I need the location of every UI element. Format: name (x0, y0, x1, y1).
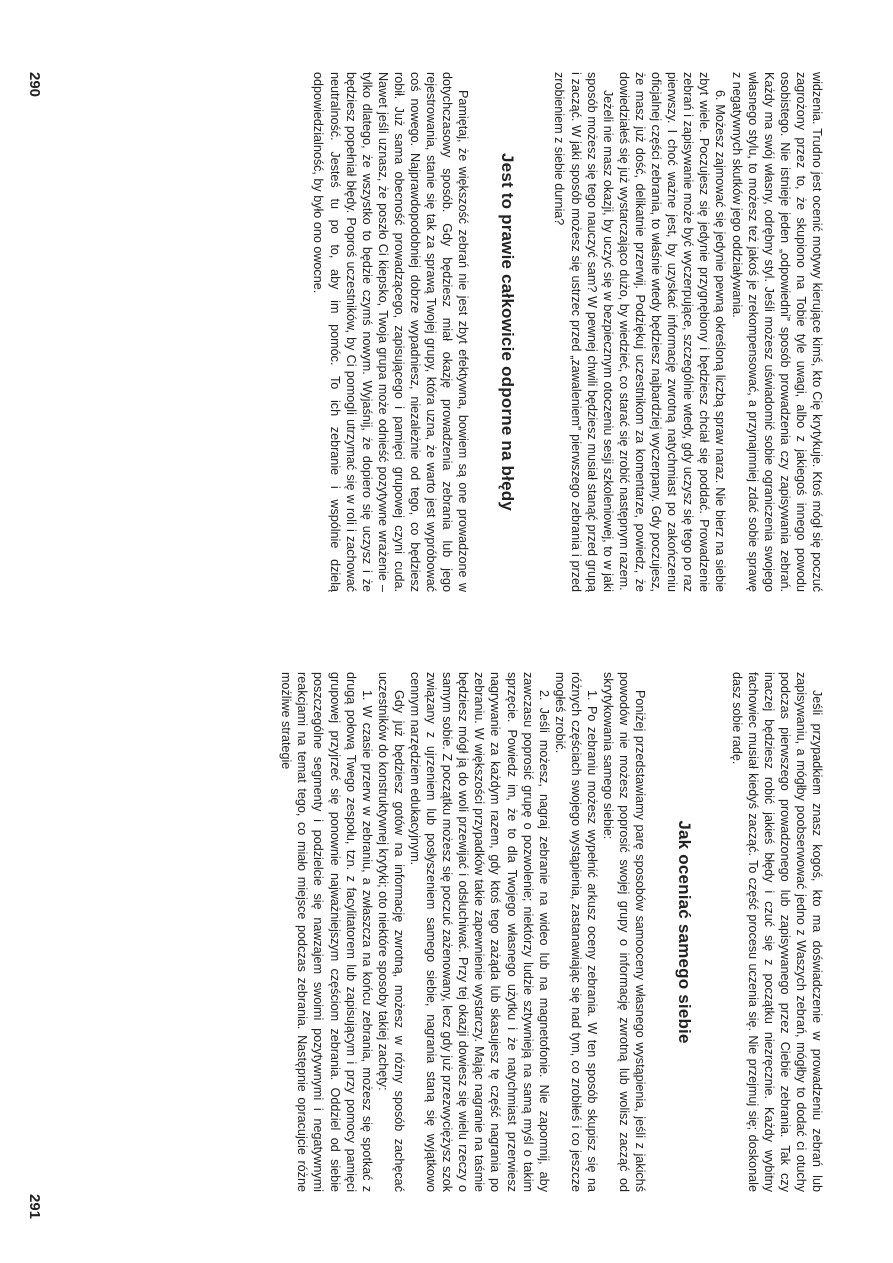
paragraph: Pamiętaj, że większość zebrań nie jest zbyt efektywna, bowiem są one prowadzone w dotychczasowy sposób. Gdy będziesz miał okazję prowadzenia zebrania lub jego rejestrowania, stanie się tak za sprawą Twojej grupy, która uzna, że warto jest wypróbować coś nowego. Najprawdopodobniej dobrze wypadniesz, niezależnie od tego, co będziesz robił. Już sama obecność prowadzącego, zapisującego i pamięci grupowej czyni cuda. Nawet jeśli uznasz, że poszło Ci kiepsko, Twoja grupa może odnieść pozytywne wrażenie – tylko dlatego, że wszystko to będzie czymś nowym. Wyjaśnij, że dopiero się uczysz i że będziesz popełniał błędy. Poproś uczestników, by Ci pomogli utrzymać się w roli i zachować neutralność. Jesteś tu po to, aby im pomóc. To ich zebranie i wspólnie dzielą odpowiedzialność, by było ono owocne. (311, 72, 471, 592)
page-number: 291 (26, 1194, 43, 1220)
paragraph: Poniżej przedstawiamy parę sposobów samooceny własnego wystąpienia, jeśli z jakichś powodów nie możesz poprosić swojej grupy o informację zwrotną lub wolisz zacząć od skrytykowania samego siebie: (601, 672, 648, 1192)
paragraph: 1. W czasie przerw w zebraniu, a zwłaszcza na końcu zebrania, możesz się spotkać z drugą połową Twego zespołu, tzn. z facylitatorem lub zapisującym i przy pomocy pamięci grupowej przyjrzeć się ponownie najważniejszym częściom zebrania. Oddziel od siebie poszczególne segmenty i podzielcie się nawzajem swoimi pozytywnymi i negatywnymi reakcjami na temat tego, co miało miejsce podczas zebrania. Następnie opracujcie różne możliwe strategie (279, 672, 374, 1192)
paragraph: 2. Jeśli możesz, nagraj zebranie na wideo lub na magnetofonie. Nie zapomnij, aby zawczasu poprosić grupę o pozwolenie; niektórzy ludzie sztywnieją na samą myśl o takim sprzęcie. Powiedz im, że to dla Twojego własnego użytku i że natychmiast przerwiesz nagrywanie za każdym razem, gdy ktoś tego zażąda lub skasujesz tę część nagrania po zebraniu. W większości przypadków takie zapewnienie wystarczy. Mając nagranie na taśmie będziesz mógł ją do woli przewijać i odsłuchiwać. Przy tej okazji dowiesz się wielu rzeczy o samym sobie. Z początku możesz się poczuć zażenowany, lecz gdy już przezwyciężysz szok związany z ujrzeniem lub posłyszeniem samego siebie, nagrania staną się wyjątkowo cennym narzędziem edukacyjnym. (408, 672, 551, 1192)
section-heading: Jest to prawie całkowicie odporne na błędy (498, 153, 518, 511)
section-heading: Jak oceniać samego siebie (675, 820, 695, 1044)
right-page (0, 632, 893, 1263)
left-page-text (310, 72, 825, 592)
right-page-text (278, 672, 825, 1192)
paragraph: Gdy już będziesz gotów na informację zwrotną, możesz w różny sposób zachęcać uczestników do konstruktywnej krytyki; oto niektóre sposoby takiej zachęty: (375, 672, 406, 1192)
paragraph: Jeśli przypadkiem znasz kogoś, kto ma doświadczenie w prowadzeniu zebrań lub zapisywaniu, a mógłby poobserwować jedno z Waszych zebrań, mógłby to dodać ci otuchy podczas pierwszego prowadzonego lub zapisywanego przez Ciebie zebrania. Tak czy inaczej będziesz robić jakieś błędy i czuć się z początku niezręcznie. Każdy wybitny fachowiec musiał kiedyś zacząć. To część procesu uczenia się. Nie przejmuj się; doskonale dasz sobie radę. (729, 672, 824, 1192)
page-number: 290 (26, 72, 43, 98)
paragraph: 1. Po zebraniu możesz wypełnić arkusz oceny zebrania. W ten sposób skupisz się na różnych częściach swojego wystąpienia, zastanawiając się nad tym, co zrobiłeś i co jeszcze mogłeś zrobić. (552, 672, 600, 1192)
paragraph: 6. Możesz zajmować się jedynie pewną określoną liczbą spraw naraz. Nie bierz na siebie zbyt wiele. Poczujesz się jedynie przygnębiony i będziesz chciał się poddać. Prowadzenie zebrań i zapisywanie może być wyczerpujące, szczególnie wtedy, gdy uczysz się tego po raz pierwszy. I choć ważne jest, by uzyskać informację zwrotną natychmiast po zakończeniu oficjalnej części zebrania, to właśnie wtedy będziesz najbardziej wyczerpany. Gdy poczujesz, że masz już dość, delikatnie przerwij. Podziękuj uczestnikom za komentarze, powiedz, że dowiedziałeś się już wystarczająco dużo, by wiedzieć, co starać się zrobić następnym razem. (616, 72, 728, 592)
paragraph: widzenia. Trudno jest ocenić motywy kierujące kimś, kto Cię krytykuje. Ktoś mógł się poczuć zagrożony przez to, że skupiono na Tobie tyle uwagi, albo z jakiegoś innego powodu osobistego. Nie istnieje jeden „odpowiedni” sposób prowadzenia czy zapisywania zebrań. Każdy ma swój własny, odrębny styl. Jeśli możesz uświadomić sobie ograniczenia swojego własnego stylu, to możesz też jakoś je zrekompensować, a przynajmniej zdać sobie sprawę z negatywnych skutków jego oddziaływania. (729, 72, 824, 592)
paragraph: Jeżeli nie masz okazji, by uczyć się w bezpiecznym otoczeniu sesji szkoleniowej, to w jaki sposób możesz się tego nauczyć sam? W pewnej chwili będziesz musiał stanąć przed grupą i zacząć. W jaki sposób możesz się ustrzec przed „zawaleniem” pierwszego zebrania i przed zrobieniem z siebie durnia? (552, 72, 615, 592)
